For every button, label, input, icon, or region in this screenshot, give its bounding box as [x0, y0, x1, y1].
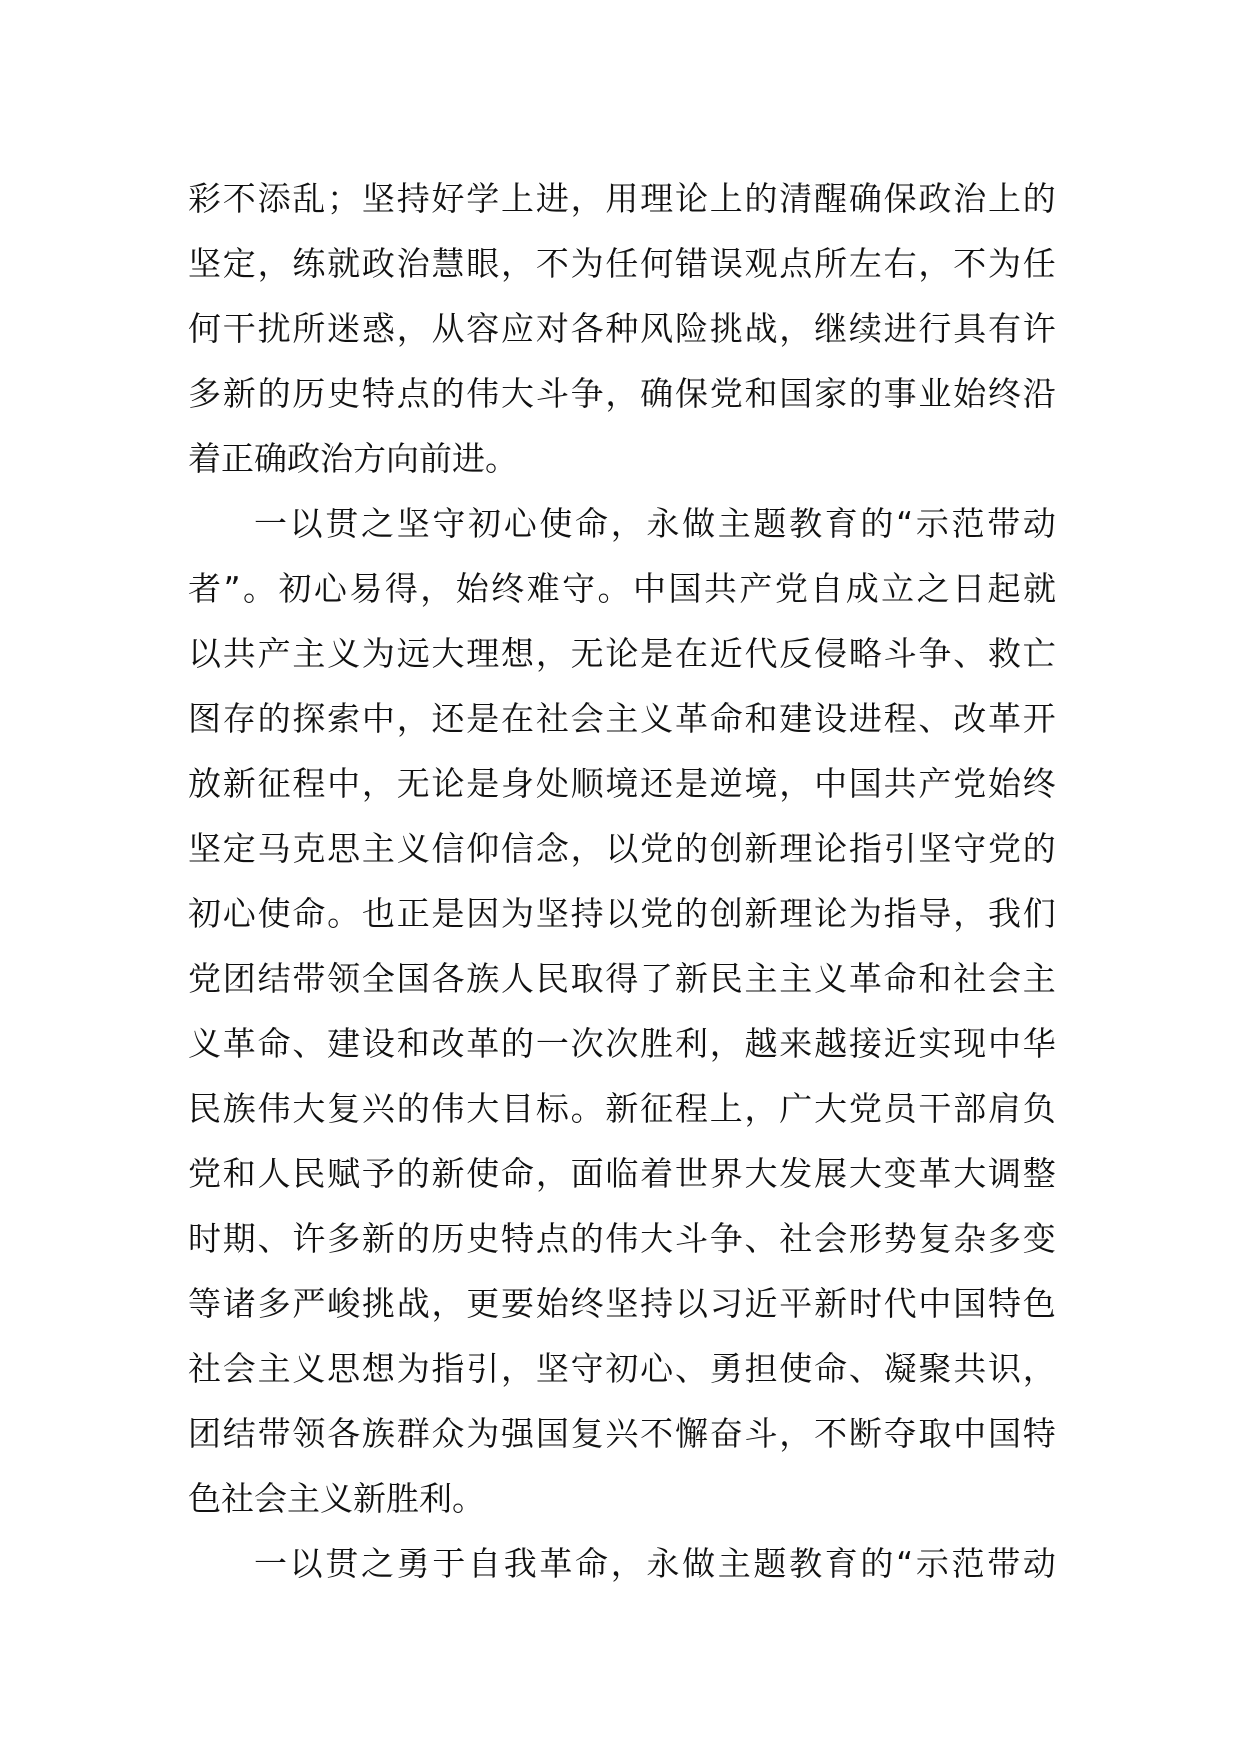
- text-line: 党 和 人 民 赋 予 的 新 使 命 ， 面 临 着 世 界 大 发 展 大 变 革 大 调 整: [188, 1154, 1056, 1193]
- text-line: 彩 不 添 乱 ； 坚 持 好 学 上 进 ， 用 理 论 上 的 清 醒 确 保 政 治 上 的: [188, 179, 1056, 218]
- text-line: 着正确政治方向前进。: [188, 439, 518, 478]
- text-line: 图 存 的 探 索 中 ， 还 是 在 社 会 主 义 革 命 和 建 设 进 程 、 改 革 开: [188, 699, 1056, 738]
- text-line: 多 新 的 历 史 特 点 的 伟 大 斗 争 ， 确 保 党 和 国 家 的 事 业 始 终 沿: [188, 374, 1056, 413]
- text-line: 等 诸 多 严 峻 挑 战 ， 更 要 始 终 坚 持 以 习 近 平 新 时 代 中 国 特 色: [188, 1284, 1056, 1323]
- text-line: 以 共 产 主 义 为 远 大 理 想 ， 无 论 是 在 近 代 反 侵 略 斗 争 、 救 亡: [188, 634, 1056, 673]
- text-line: 初 心 使 命 。 也 正 是 因 为 坚 持 以 党 的 创 新 理 论 为 指 导 ， 我 们: [188, 894, 1056, 933]
- text-line: 一 以 贯 之 勇 于 自 我 革 命 ， 永 做 主 题 教 育 的 “ 示 范 带 动: [254, 1544, 1056, 1583]
- text-line: 党 团 结 带 领 全 国 各 族 人 民 取 得 了 新 民 主 主 义 革 命 和 社 会 主: [188, 959, 1056, 998]
- text-line: 何 干 扰 所 迷 惑 ， 从 容 应 对 各 种 风 险 挑 战 ， 继 续 进 行 具 有 许: [188, 309, 1056, 348]
- text-line: 团 结 带 领 各 族 群 众 为 强 国 复 兴 不 懈 奋 斗 ， 不 断 夺 取 中 国 特: [188, 1414, 1056, 1453]
- text-line: 色社会主义新胜利。: [188, 1479, 485, 1518]
- text-line: 一 以 贯 之 坚 守 初 心 使 命 ， 永 做 主 题 教 育 的 “ 示 范 带 动: [254, 504, 1056, 543]
- text-line: 社 会 主 义 思 想 为 指 引 ， 坚 守 初 心 、 勇 担 使 命 、 凝 聚 共 识 ，: [188, 1349, 1056, 1388]
- text-line: 坚 定 ， 练 就 政 治 慧 眼 ， 不 为 任 何 错 误 观 点 所 左 右 ， 不 为 任: [188, 244, 1056, 283]
- body-text: [188, 166, 1056, 1596]
- text-line: 坚 定 马 克 思 主 义 信 仰 信 念 ， 以 党 的 创 新 理 论 指 引 坚 守 党 的: [188, 829, 1056, 868]
- text-line: 时 期 、 许 多 新 的 历 史 特 点 的 伟 大 斗 争 、 社 会 形 势 复 杂 多 变: [188, 1219, 1056, 1258]
- text-line: 民 族 伟 大 复 兴 的 伟 大 目 标 。 新 征 程 上 ， 广 大 党 员 干 部 肩 负: [188, 1089, 1056, 1128]
- text-line: 义 革 命 、 建 设 和 改 革 的 一 次 次 胜 利 ， 越 来 越 接 近 实 现 中 华: [188, 1024, 1056, 1063]
- text-line: 放 新 征 程 中 ， 无 论 是 身 处 顺 境 还 是 逆 境 ， 中 国 共 产 党 始 终: [188, 764, 1056, 803]
- text-line: 者 ” 。 初 心 易 得 ， 始 终 难 守 。 中 国 共 产 党 自 成 立 之 日 起 就: [188, 569, 1056, 608]
